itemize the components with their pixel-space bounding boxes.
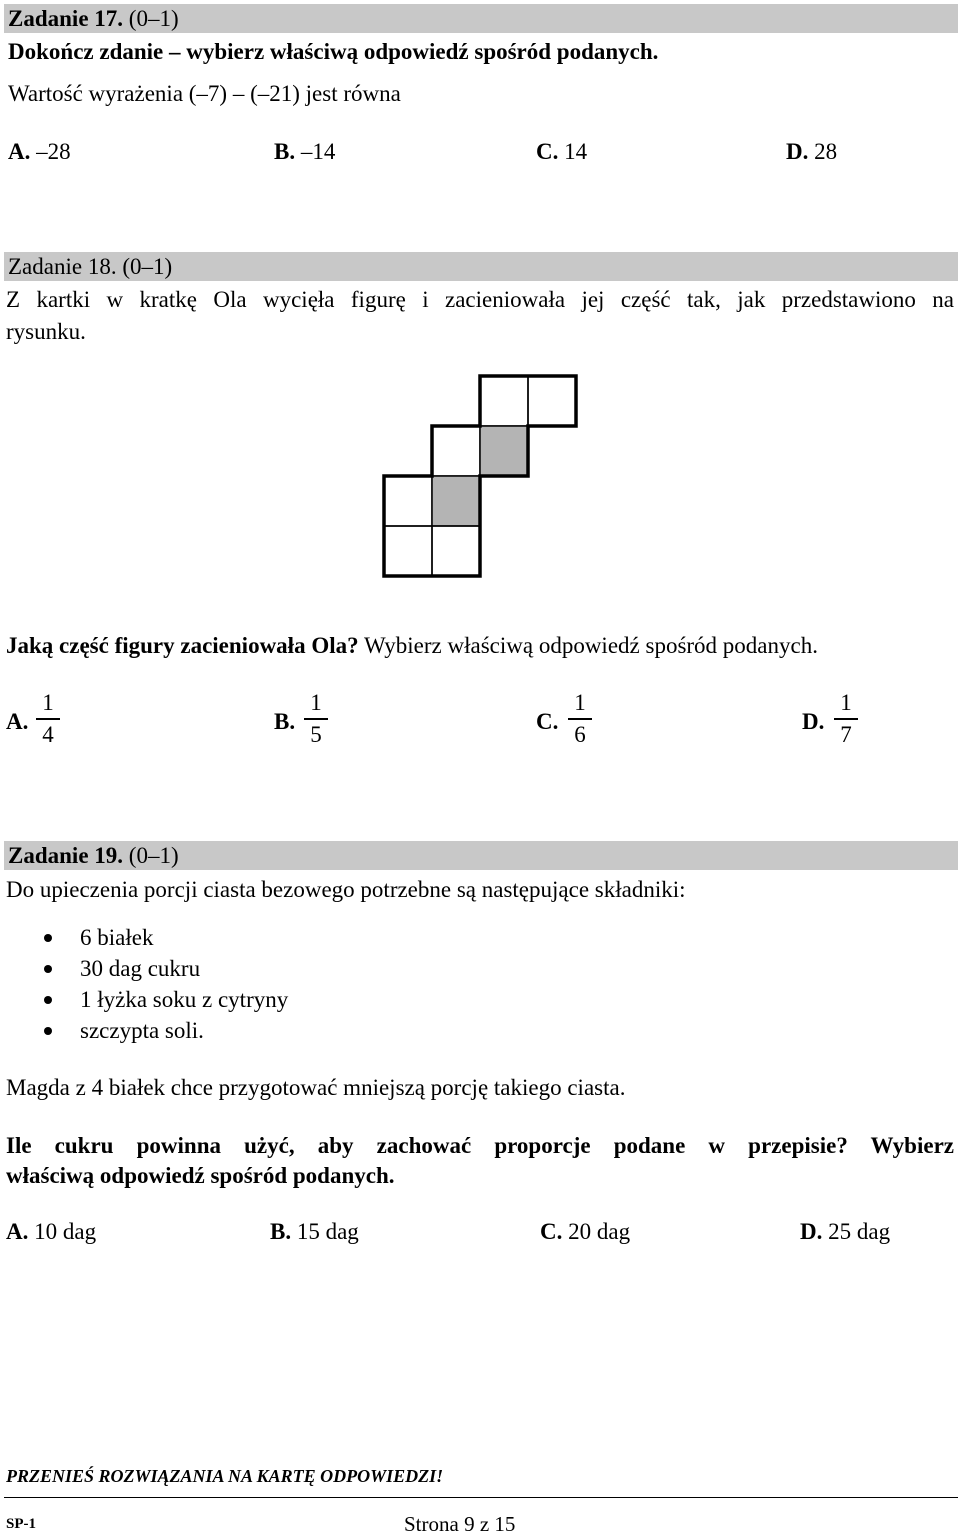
task19-intro: Do upieczenia porcji ciasta bezowego potrzebne są następujące składniki: (6, 877, 686, 902)
task18-answer-c-letter: C. (536, 709, 559, 734)
bullet-icon (44, 1027, 52, 1035)
task17-header (4, 4, 958, 33)
ingredient-item: szczypta soli. (80, 1018, 204, 1043)
task19-answer-a: A. 10 dag (6, 1219, 97, 1244)
bullet-icon (44, 965, 52, 973)
figure-cell-r3c2-shaded (432, 476, 480, 526)
task18-answer-d-letter: D. (802, 709, 825, 734)
exam-code: SP-1 (6, 1516, 36, 1532)
task18-intro-line2: rysunku. (6, 319, 86, 344)
task18-question: Jaką część figury zacieniowała Ola? Wybierz właściwą odpowiedź spośród podanych. (6, 633, 818, 658)
task19-question-line1: Ile cukru powinna użyć, aby zachować proporcje podane w przepisie? Wybierz (6, 1133, 954, 1158)
task18-answer-c-fraction: 1 6 (568, 690, 592, 748)
ingredient-item: 30 dag cukru (80, 956, 201, 981)
task18-answer-b-fraction: 1 5 (304, 690, 328, 748)
task19-situation: Magda z 4 białek chce przygotować mniejszą porcję takiego ciasta. (6, 1075, 626, 1100)
page-number: Strona 9 z 15 (404, 1512, 516, 1536)
figure-cell-r1c1 (480, 376, 528, 426)
figure-cell-r3c1 (384, 476, 432, 526)
task18-answer-a-letter: A. (6, 709, 29, 734)
task17-answer-a: A. –28 (8, 139, 71, 164)
task19-answer-c: C. 20 dag (540, 1219, 631, 1244)
task19-label: Zadanie 19. (8, 843, 124, 868)
transfer-answers-note: PRZENIEŚ ROZWIĄZANIA NA KARTĘ ODPOWIEDZI! (6, 1466, 444, 1486)
footer-divider (4, 1497, 958, 1498)
ingredient-item: 1 łyżka soku z cytryny (80, 987, 289, 1012)
task18-label: Zadanie 18. (8, 254, 117, 279)
bullet-icon (44, 934, 52, 942)
task18-answer-d-fraction: 1 7 (834, 690, 858, 748)
figure-outline (384, 376, 576, 576)
figure-cell-r2c1 (432, 426, 480, 476)
task17-question: Wartość wyrażenia (–7) – (–21) jest równa (8, 81, 401, 106)
task17-label: Zadanie 17. (8, 6, 124, 31)
task17-instruction: Dokończ zdanie – wybierz właściwą odpowiedź spośród podanych. (8, 39, 659, 64)
task19-answer-b: B. 15 dag (270, 1219, 359, 1244)
figure-cell-r4c1 (384, 526, 432, 576)
task17-answer-b: B. –14 (274, 139, 336, 164)
task18-answer-a-fraction: 1 4 (36, 690, 60, 748)
figure-cell-r1c2 (528, 376, 576, 426)
task17-points: (0–1) (128, 6, 179, 31)
bullet-icon (44, 996, 52, 1004)
task17-answer-c: C. 14 (536, 139, 588, 164)
task18-points: (0–1) (122, 254, 173, 279)
figure-cell-r2c2-shaded (480, 426, 528, 476)
task17-answer-d: D. 28 (786, 139, 838, 164)
task19-question-line2: właściwą odpowiedź spośród podanych. (6, 1163, 395, 1188)
task19-answer-d: D. 25 dag (800, 1219, 891, 1244)
task18-intro-line1: Z kartki w kratkę Ola wycięła figurę i zacieniowała jej część tak, jak przedstawiono na (6, 287, 954, 312)
task18-answer-b-letter: B. (274, 709, 296, 734)
staircase-grid-figure (380, 370, 580, 584)
ingredient-item: 6 białek (80, 925, 154, 950)
task19-header (4, 841, 958, 870)
figure-cell-r4c2 (432, 526, 480, 576)
task19-points: (0–1) (128, 843, 179, 868)
task18-header (4, 252, 958, 281)
